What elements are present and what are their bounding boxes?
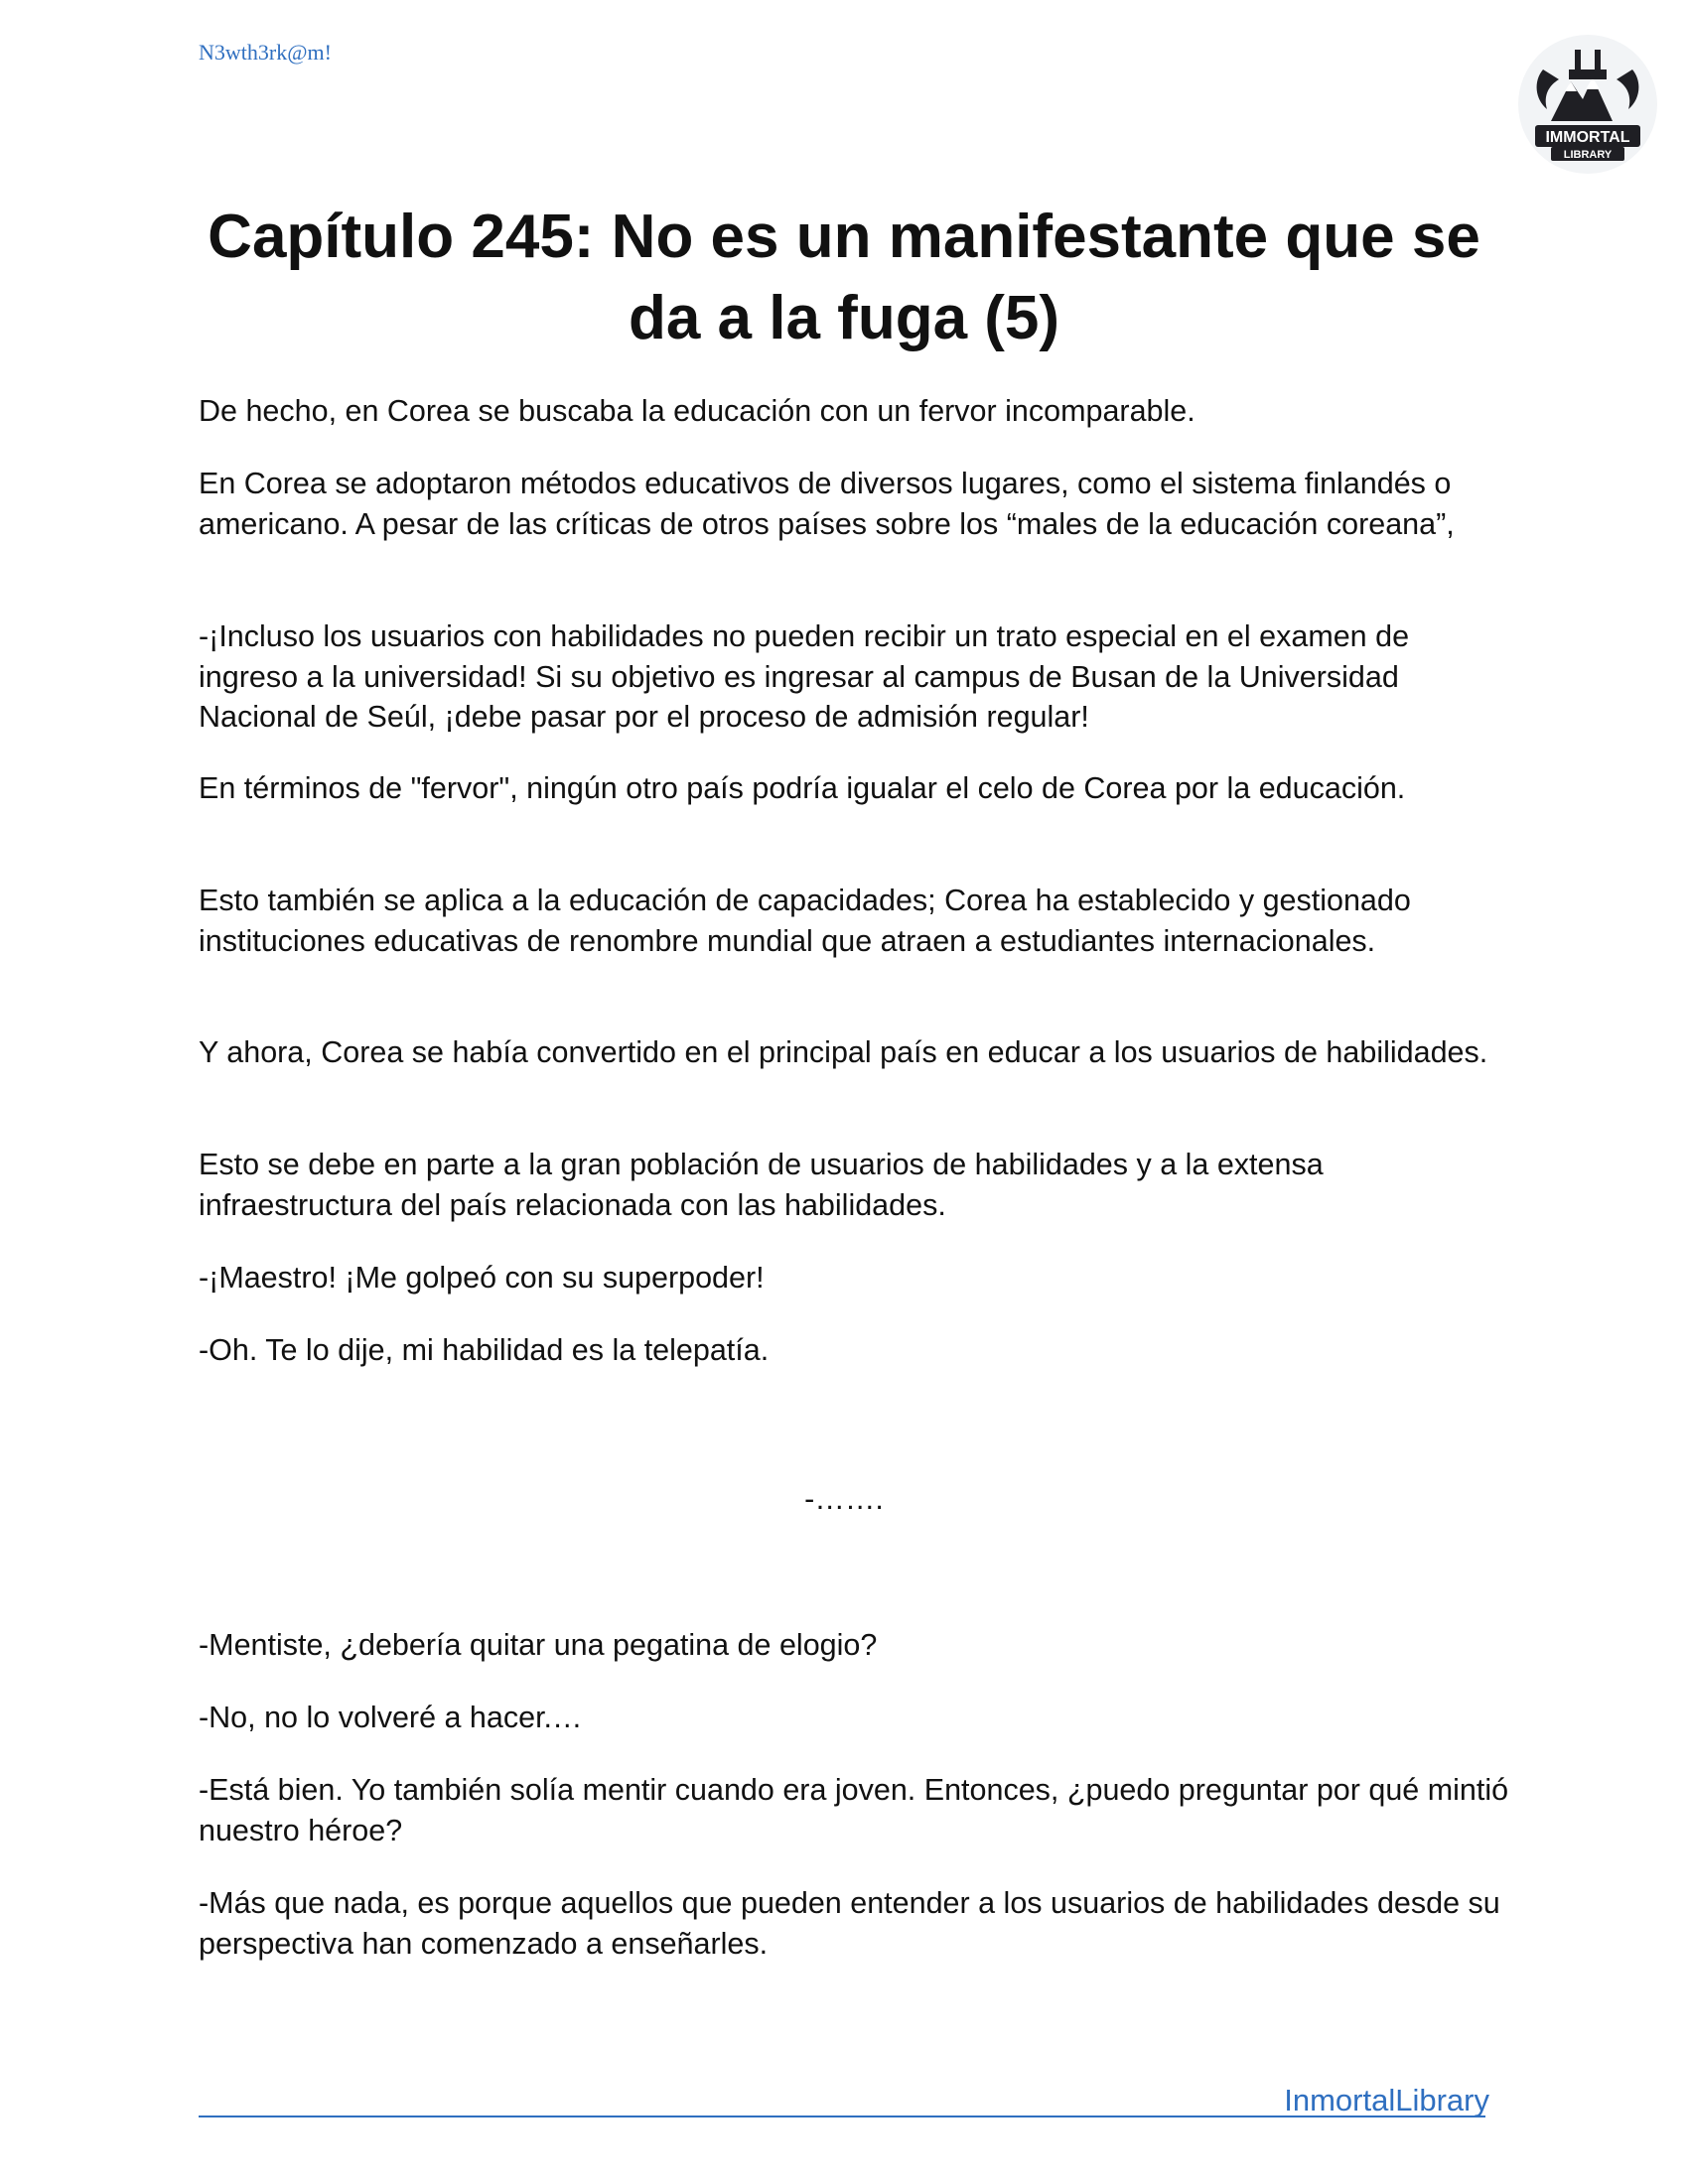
paragraph-9: -Oh. Te lo dije, mi habilidad es la telepatía. [199, 1333, 770, 1367]
logo-bottom-text: LIBRARY [1563, 149, 1613, 161]
paragraph-12: -Está bien. Yo también solía mentir cuando era joven. Entonces, ¿puedo preguntar por qué mintió nuestro héroe? [199, 1773, 1509, 1847]
paragraph-11: -No, no lo volveré a hacer.… [199, 1701, 583, 1734]
paragraph-3: -¡Incluso los usuarios con habilidades no pueden recibir un trato especial en el examen de ingreso a la universidad! Si su objetivo es ingresar al campus de Busan de la Universidad Nacional de Seúl, ¡debe pasar por el proceso de admisión regular! [199, 619, 1410, 734]
immortal-library-logo [1513, 30, 1662, 179]
paragraph-8: -¡Maestro! ¡Me golpeó con su superpoder! [199, 1261, 765, 1295]
paragraph-5: Esto también se aplica a la educación de capacidades; Corea ha establecido y gestionado instituciones educativas de renombre mundial que atraen a estudiantes internacionales. [199, 884, 1411, 958]
logo-top-text: IMMORTAL [1545, 129, 1630, 146]
paragraph-10: -Mentiste, ¿debería quitar una pegatina de elogio? [199, 1628, 878, 1662]
footer-library-link[interactable]: InmortalLibrary [1284, 2083, 1489, 2117]
scene-separator: -……. [804, 1482, 884, 1516]
paragraph-2: En Corea se adoptaron métodos educativos de diversos lugares, como el sistema finlandés o americano. A pesar de las críticas de otros países sobre los “males de la educación coreana”, [199, 467, 1455, 541]
paragraph-6: Y ahora, Corea se había convertido en el principal país en educar a los usuarios de habilidades. [199, 1035, 1488, 1069]
paragraph-7: Esto se debe en parte a la gran población de usuarios de habilidades y a la extensa infraestructura del país relacionada con las habilidades. [199, 1148, 1324, 1222]
chapter-title: Capítulo 245: No es un manifestante que se da a la fuga (5) [208, 203, 1480, 352]
paragraph-1: De hecho, en Corea se buscaba la educación con un fervor incomparable. [199, 394, 1196, 428]
paragraph-4: En términos de "fervor", ningún otro país podría igualar el celo de Corea por la educación. [199, 771, 1406, 805]
paragraph-13: -Más que nada, es porque aquellos que pueden entender a los usuarios de habilidades desde su perspectiva han comenzado a enseñarles. [199, 1886, 1500, 1961]
watermark-text: N3wth3rk@m! [199, 40, 332, 65]
